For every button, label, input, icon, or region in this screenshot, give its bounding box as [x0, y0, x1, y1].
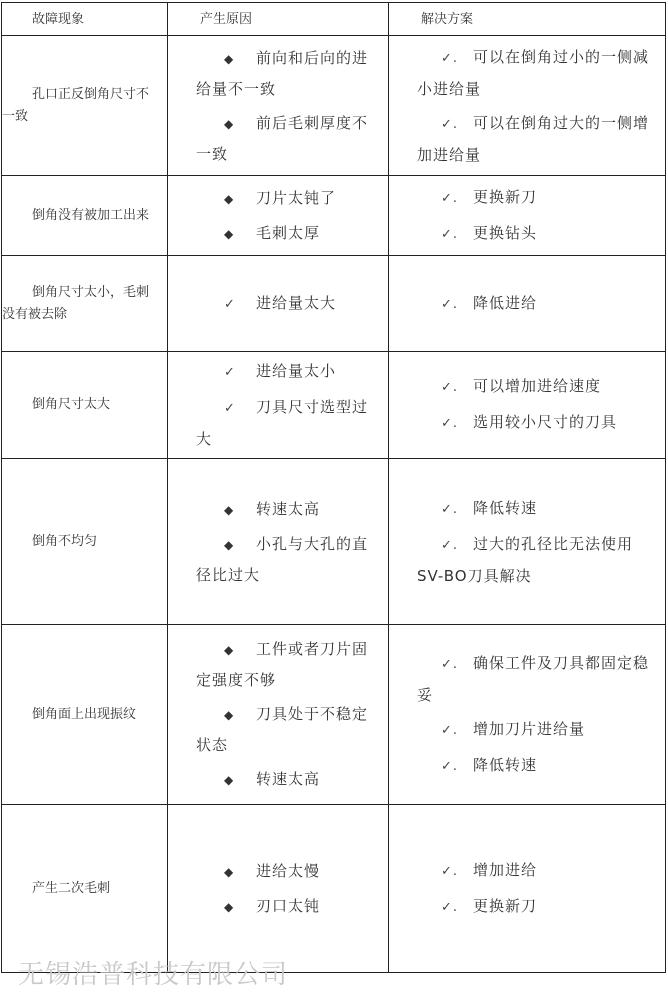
phenomenon-text: 倒角面上出现振纹: [32, 706, 137, 722]
cause-text: 刀片太钝了: [256, 188, 337, 207]
cause-cell: [168, 176, 389, 256]
check-bullet-icon: ✓.: [441, 501, 459, 517]
cause-text: 前后毛刺厚度不一致: [196, 113, 369, 163]
solution-item: [417, 714, 659, 746]
table-row: [2, 625, 666, 805]
solution-text: 降低转速: [473, 498, 538, 517]
solution-item: [417, 750, 659, 782]
solution-text: 降低进给: [473, 293, 538, 312]
troubleshooting-table: [1, 2, 666, 973]
table-row: [2, 256, 666, 352]
check-bullet-icon: ✓.: [441, 50, 459, 66]
diamond-bullet-icon: ◆: [224, 226, 235, 241]
cause-cell: [168, 256, 389, 352]
table-row: [2, 805, 666, 973]
phenomenon-cell: [2, 459, 168, 625]
solution-cell: [389, 176, 666, 256]
solution-cell: [389, 625, 666, 805]
cause-text: 转速太高: [256, 770, 321, 788]
cause-cell: [168, 625, 389, 805]
check-bullet-icon: ✓: [224, 296, 236, 312]
solution-text: 降低转速: [473, 755, 538, 774]
cause-item: [196, 856, 382, 887]
solution-text: 过大的孔径比无法使用SV-BO刀具解决: [417, 534, 634, 585]
diamond-bullet-icon: ◆: [224, 537, 235, 552]
solution-text: 更换新刀: [473, 896, 538, 915]
cause-item: [196, 764, 382, 795]
phenomenon-cell: [2, 352, 168, 459]
header-cause: 产生原因: [168, 3, 389, 36]
cause-text: 刀具处于不稳定状态: [196, 705, 369, 754]
cause-text: 工件或者刀片固定强度不够: [196, 640, 369, 689]
check-bullet-icon: ✓.: [441, 116, 459, 132]
check-bullet-icon: ✓.: [441, 899, 459, 915]
cause-item: [196, 108, 382, 169]
check-bullet-icon: ✓.: [441, 190, 459, 206]
phenomenon-text: 倒角尺寸太小，毛刺没有被去除: [2, 284, 150, 322]
check-bullet-icon: ✓.: [441, 416, 459, 431]
table-row: [2, 459, 666, 625]
diamond-bullet-icon: ◆: [224, 116, 235, 131]
solution-item: [417, 407, 659, 439]
solution-text: 可以在倒角过小的一侧减小进给量: [417, 47, 650, 98]
phenomenon-cell: [2, 176, 168, 256]
cause-item: [196, 634, 382, 695]
solution-text: 选用较小尺寸的刀具: [473, 413, 618, 431]
phenomenon-text: 孔口正反倒角尺寸不一致: [2, 86, 150, 124]
solution-item: [417, 218, 659, 250]
solution-item: [417, 108, 659, 170]
solution-cell: [389, 459, 666, 625]
check-bullet-icon: ✓.: [441, 537, 459, 553]
solution-item: [417, 371, 659, 403]
solution-item: [417, 288, 659, 320]
header-row: [2, 3, 666, 36]
cause-item: [196, 356, 382, 388]
company-watermark: 无锡浩普科技有限公司: [18, 960, 289, 990]
solution-text: 可以在倒角过大的一侧增加进给量: [417, 113, 650, 164]
diamond-bullet-icon: ◆: [224, 51, 235, 66]
solution-item: [417, 493, 659, 525]
cause-cell: [168, 352, 389, 459]
phenomenon-cell: [2, 625, 168, 805]
solution-item: [417, 529, 659, 591]
table-row: [2, 36, 666, 176]
cause-text: 转速太高: [256, 499, 321, 518]
solution-cell: [389, 36, 666, 176]
cause-item: [196, 494, 382, 525]
phenomenon-cell: [2, 256, 168, 352]
header-phenomenon: 故障现象: [2, 3, 168, 36]
phenomenon-text: 倒角不均匀: [32, 533, 98, 549]
check-bullet-icon: ✓.: [441, 758, 459, 774]
solution-cell: [389, 805, 666, 973]
cause-item: [196, 529, 382, 590]
cause-item: [196, 288, 382, 320]
table-row: [2, 352, 666, 459]
diamond-bullet-icon: ◆: [224, 502, 235, 517]
solution-text: 更换新刀: [473, 187, 538, 206]
check-bullet-icon: ✓.: [441, 656, 459, 672]
solution-item: [417, 855, 659, 887]
check-bullet-icon: ✓.: [441, 226, 459, 242]
cause-text: 毛刺太厚: [256, 223, 321, 242]
header-solution: 解决方案: [389, 3, 666, 36]
solution-text: 可以增加进给速度: [473, 377, 602, 395]
cause-text: 进给太慢: [256, 861, 321, 880]
solution-item: [417, 648, 659, 710]
phenomenon-text: 产生二次毛刺: [32, 880, 111, 896]
cause-item: [196, 392, 382, 454]
diamond-bullet-icon: ◆: [224, 773, 235, 787]
cause-text: 小孔与大孔的直径比过大: [196, 534, 369, 584]
solution-cell: [389, 352, 666, 459]
diamond-bullet-icon: ◆: [224, 708, 235, 722]
check-bullet-icon: ✓.: [441, 863, 459, 879]
solution-item: [417, 891, 659, 923]
cause-item: [196, 183, 382, 214]
solution-cell: [389, 256, 666, 352]
cause-item: [196, 43, 382, 104]
cause-item: [196, 218, 382, 249]
check-bullet-icon: ✓.: [441, 296, 459, 312]
diamond-bullet-icon: ◆: [224, 864, 235, 879]
cause-text: 刀具尺寸选型过大: [196, 398, 369, 448]
check-bullet-icon: ✓.: [441, 380, 459, 395]
solution-text: 确保工件及刀具都固定稳妥: [417, 653, 650, 704]
phenomenon-text: 倒角尺寸太大: [32, 397, 111, 412]
cause-text: 进给量太大: [256, 293, 337, 312]
cause-item: [196, 891, 382, 922]
cause-text: 刃口太钝: [256, 896, 321, 915]
cause-cell: [168, 805, 389, 973]
diamond-bullet-icon: ◆: [224, 191, 235, 206]
cause-cell: [168, 36, 389, 176]
phenomenon-cell: [2, 805, 168, 973]
table-row: [2, 176, 666, 256]
check-bullet-icon: ✓.: [441, 722, 459, 738]
phenomenon-text: 倒角没有被加工出来: [32, 207, 150, 223]
solution-text: 更换钻头: [473, 223, 538, 242]
cause-cell: [168, 459, 389, 625]
solution-text: 增加刀片进给量: [473, 719, 586, 738]
solution-item: [417, 42, 659, 104]
check-bullet-icon: ✓: [224, 365, 236, 380]
solution-item: [417, 182, 659, 214]
diamond-bullet-icon: ◆: [224, 643, 235, 657]
cause-text: 进给量太小: [256, 362, 337, 380]
cause-text: 前向和后向的进给量不一致: [196, 48, 369, 98]
diamond-bullet-icon: ◆: [224, 899, 235, 914]
phenomenon-cell: [2, 36, 168, 176]
cause-item: [196, 699, 382, 760]
check-bullet-icon: ✓: [224, 401, 236, 416]
solution-text: 增加进给: [473, 860, 538, 879]
